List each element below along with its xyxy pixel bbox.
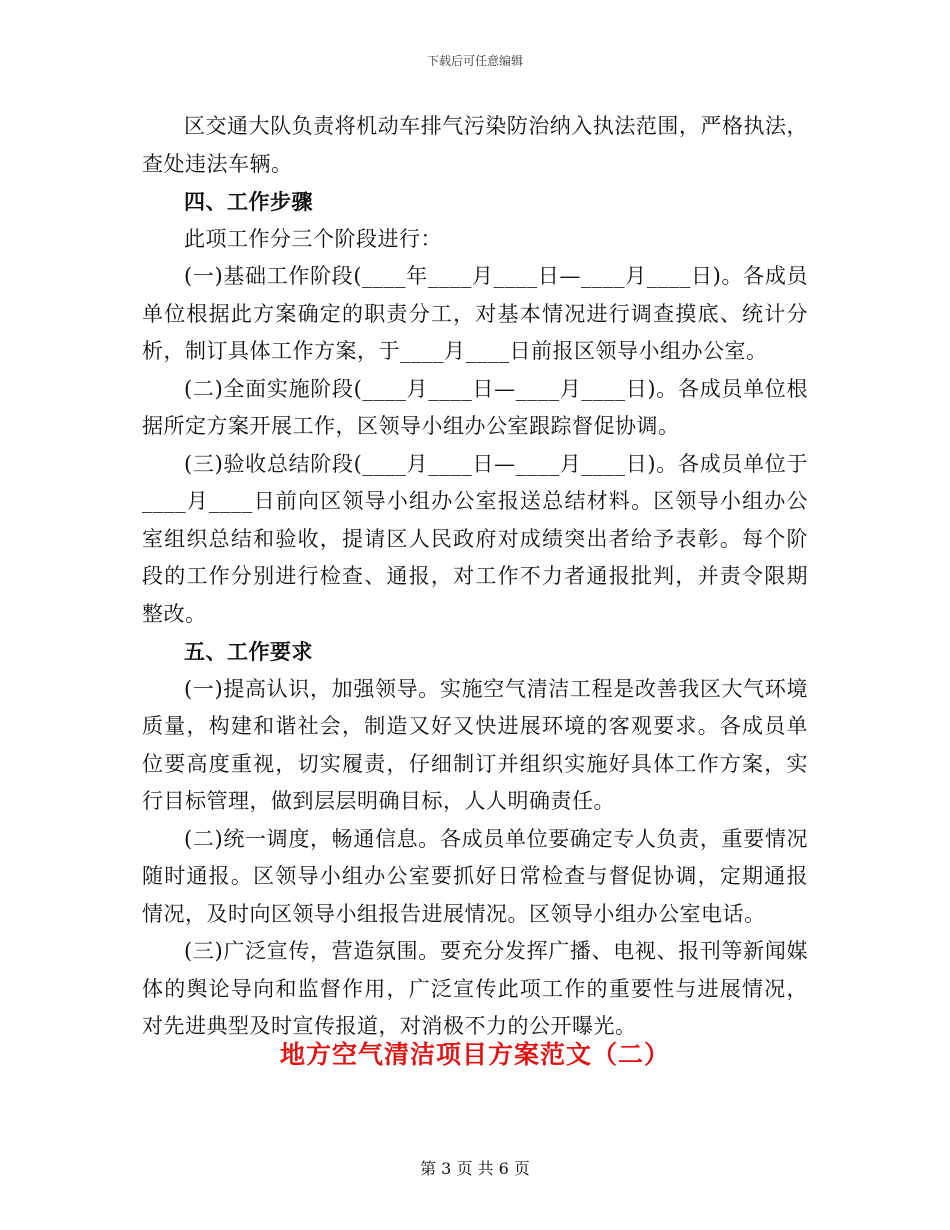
- body-paragraph: 区交通大队负责将机动车排气污染防治纳入执法范围，严格执法，查处违法车辆。: [142, 114, 808, 176]
- body-paragraph: (二)全面实施阶段(____月____日—____月____日)。各成员单位根据所定方案开展工作，区领导小组办公室跟踪督促协调。: [142, 376, 808, 438]
- body-paragraph: (二)统一调度，畅通信息。各成员单位要确定专人负责，重要情况随时通报。区领导小组办公室要抓好日常检查与督促协调，定期通报情况，及时向区领导小组报告进展情况。区领导小组办公室电话。: [142, 826, 808, 926]
- body-paragraph: (一)基础工作阶段(____年____月____日—____月____日)。各成员单位根据此方案确定的职责分工，对基本情况进行调查摸底、统计分析，制订具体工作方案，于____月____日前报区领导小组办公室。: [142, 264, 808, 363]
- document-body: [142, 108, 808, 1046]
- page-number: 第 3 页 共 6 页: [420, 1159, 530, 1178]
- body-paragraph: (一)提高认识，加强领导。实施空气清洁工程是改善我区大气环境质量，构建和谐社会，制造又好又快进展环境的客观要求。各成员单位要高度重视，切实履责，仔细制订并组织实施好具体工作方案，实行目标管理，做到层层明确目标，人人明确责任。: [142, 676, 808, 813]
- section-heading: 四、工作步骤: [184, 189, 313, 214]
- body-paragraph: (三)验收总结阶段(____月____日—____月____日)。各成员单位于____月____日前向区领导小组办公室报送总结材料。区领导小组办公室组织总结和验收，提请区人民政府对成绩突出者给予表彰。每个阶段的工作分别进行检查、通报，对工作不力者通报批判，并责令限期整改。: [142, 451, 808, 626]
- body-paragraph: (三)广泛宣传，营造氛围。要充分发挥广播、电视、报刊等新闻媒体的舆论导向和监督作用，广泛宣传此项工作的重要性与进展情况，对先进典型及时宣传报道，对消极不力的公开曝光。: [142, 939, 808, 1038]
- section-heading: 五、工作要求: [184, 639, 313, 664]
- section-title: 地方空气清洁项目方案范文（二）: [279, 1040, 670, 1069]
- body-paragraph: 此项工作分三个阶段进行：: [184, 226, 442, 251]
- page-header: 下载后可任意编辑: [426, 54, 523, 68]
